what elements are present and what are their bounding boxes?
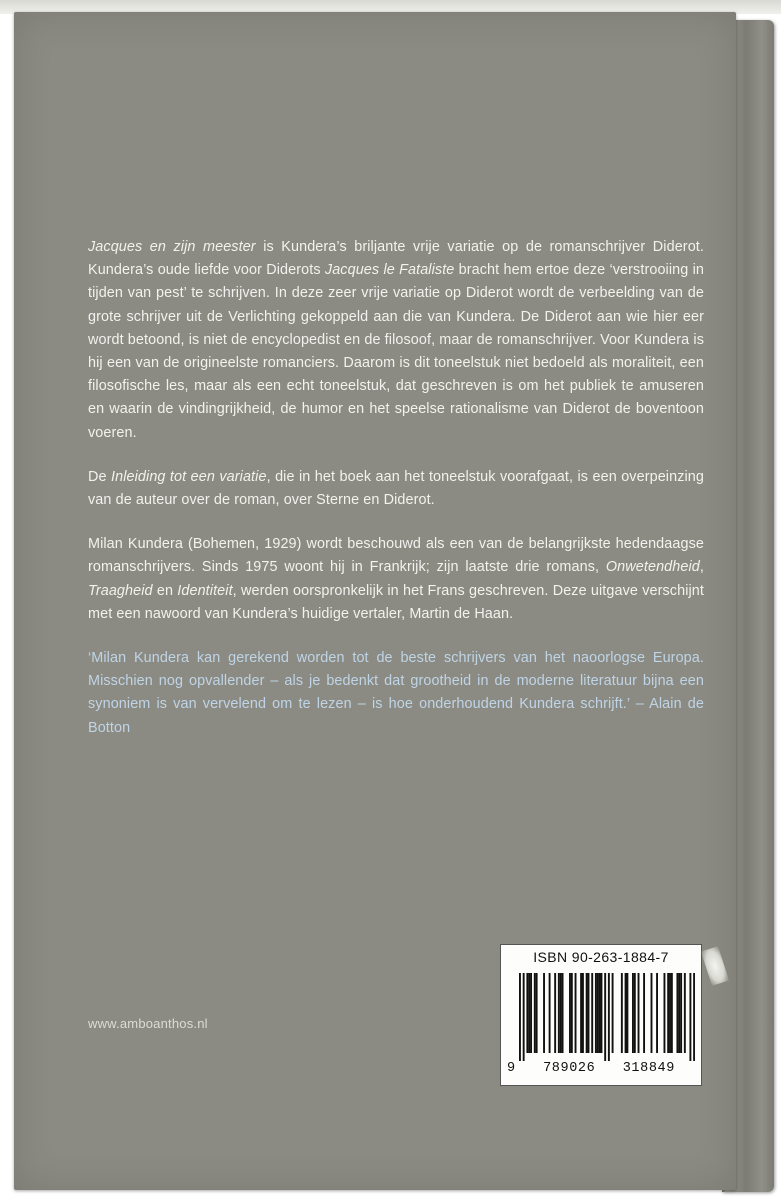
barcode-bars: [519, 973, 695, 1061]
barcode-bar: [608, 973, 610, 1061]
barcode-bar: [669, 973, 671, 1053]
barcode-bar: [626, 973, 628, 1053]
barcode-bar: [604, 973, 606, 1061]
publisher-website: www.amboanthos.nl: [88, 1016, 208, 1031]
blurb-paragraph: [88, 466, 704, 512]
ean-right-group: 318849: [622, 1061, 675, 1076]
italic-title: Inleiding tot een variatie: [111, 468, 267, 485]
blurb-paragraph: [88, 236, 704, 445]
review-quote: [88, 647, 704, 740]
barcode-bar: [526, 973, 528, 1053]
barcode-bar: [588, 973, 590, 1053]
barcode-bar: [569, 973, 571, 1053]
barcode-bar: [621, 973, 623, 1053]
barcode-label: [500, 944, 702, 1086]
barcode-bar: [523, 973, 525, 1061]
italic-title: Jacques le Fataliste: [324, 262, 455, 279]
isbn-number: ISBN 90-263-1884-7: [533, 949, 669, 965]
barcode-bar: [643, 973, 645, 1053]
back-cover-blurb: [88, 236, 704, 761]
barcode-bar: [591, 973, 593, 1053]
barcode-bar: [597, 973, 599, 1053]
barcode-bar: [678, 973, 680, 1053]
barcode-bar: [549, 973, 551, 1053]
italic-title: Identiteit: [177, 582, 233, 599]
text-run: , die in het boek aan het toneelstuk voorafgaat, is een overpeinzing van de auteur over de roman, over Sterne en Diderot.: [88, 468, 705, 509]
barcode-bar: [582, 973, 584, 1053]
barcode-bar: [571, 973, 573, 1053]
barcode-bar: [595, 973, 597, 1053]
barcode-bar: [612, 973, 614, 1053]
text-run: , werden oorspronkelijk in het Frans geschreven. Deze uitgave verschijnt met een nawoord van Kundera’s huidige vertaler, Martin de Haan.: [88, 582, 704, 622]
text-run: is Kundera’s briljante vrije variatie op de romanschrijver Diderot. Kundera’s oude liefde voor Diderots: [88, 239, 704, 279]
barcode-bar: [560, 973, 562, 1053]
barcode-bar: [638, 973, 640, 1053]
italic-title: Jacques en zijn meester: [88, 239, 256, 255]
barcode-bar: [680, 973, 682, 1053]
barcode-bar: [651, 973, 653, 1053]
barcode-bar: [530, 973, 532, 1053]
barcode-bar: [599, 973, 601, 1053]
barcode-bar: [689, 973, 691, 1061]
barcode-bar: [667, 973, 669, 1053]
barcode-bar: [684, 973, 686, 1053]
barcode-bar: [575, 973, 577, 1053]
text-run: ‘Milan Kundera kan gerekend worden tot de beste schrijvers van het naoorlogse Europa. Misschien nog opvallender – als je bedenkt dat grootheid in de moderne literatuur bijna een synoniem is van vervelend om te lezen – is hoe onderhoudend Kundera schrijft.’ – Alain de Botton: [88, 650, 704, 736]
barcode-bar: [580, 973, 582, 1053]
barcode-bar: [586, 973, 588, 1053]
text-run: en: [152, 582, 178, 599]
barcode-bar: [601, 973, 603, 1053]
ean-digits: [507, 1061, 697, 1076]
text-run: bracht hem ertoe deze ‘verstrooiing in tijden van pest’ te schrijven. In deze zeer vrije variatie op Diderot wordt de verbeelding van de grote schrijver uit de Verlichting gekoppeld aan die van Kundera. De Diderot aan wie hier eer wordt betoond, is niet de encyclopedist en de filosoof, maar de romanschrijver. Voor Kundera is hij een van de origineelste romanciers. Daarom is dit toneelstuk niet bedoeld als moraliteit, een filosofische les, maar als een echt toneelstuk, dat geschreven is om het publiek te amuseren en waarin de vindingrijkheid, de humor en het speelse rationalisme van Diderot de boventoon voeren.: [88, 262, 704, 441]
barcode-bar: [558, 973, 560, 1053]
barcode-bar: [676, 973, 678, 1053]
barcode-bar: [632, 973, 634, 1053]
barcode-bar: [562, 973, 564, 1053]
ean-left-group: 789026: [543, 1061, 596, 1076]
barcode-bar: [664, 973, 666, 1053]
barcode-bar: [543, 973, 545, 1053]
barcode-bar: [519, 973, 521, 1061]
text-run: ,: [699, 559, 704, 576]
blurb-paragraph: [88, 533, 704, 626]
barcode-bar: [554, 973, 556, 1053]
text-run: Milan Kundera (Bohemen, 1929) wordt beschouwd als een van de belangrijkste hedendaagse romanschrijvers. Sinds 1975 woont hij in Frankrijk; zijn laatste drie romans,: [88, 536, 704, 576]
barcode-bar: [693, 973, 695, 1061]
barcode-bar: [528, 973, 530, 1053]
barcode-bar: [656, 973, 658, 1053]
barcode-bar: [534, 973, 536, 1053]
italic-title: Traagheid: [88, 582, 153, 599]
barcode-bar: [625, 973, 627, 1053]
ean-first-digit: 9: [507, 1061, 516, 1076]
barcode-bar: [536, 973, 538, 1053]
barcode-bar: [634, 973, 636, 1053]
italic-title: Onwetendheid: [605, 559, 700, 576]
barcode-bar: [671, 973, 673, 1053]
text-run: De: [88, 468, 112, 485]
